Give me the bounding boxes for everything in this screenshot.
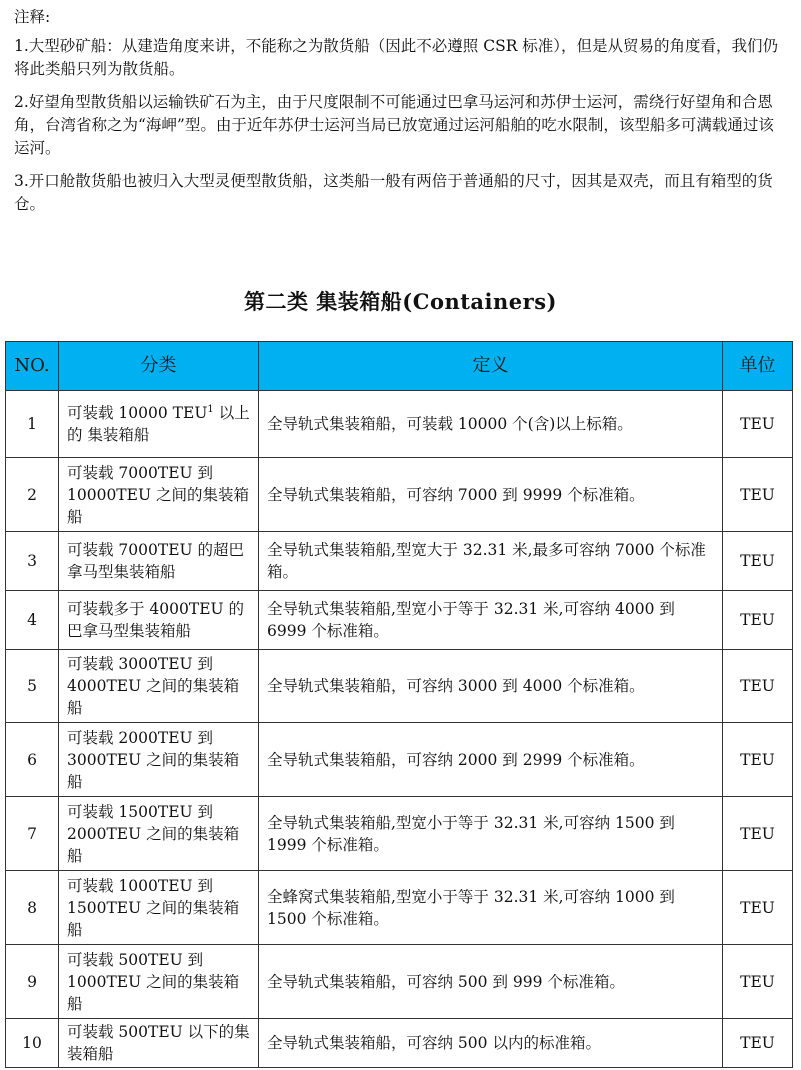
table-row bbox=[6, 391, 793, 458]
row-definition: 全导轨式集装箱船，可容纳 3000 到 4000 个标准箱。 bbox=[259, 650, 723, 723]
row-category bbox=[59, 391, 259, 458]
row-definition: 全导轨式集装箱船，可容纳 500 到 999 个标准箱。 bbox=[259, 945, 723, 1019]
table-row bbox=[6, 458, 793, 532]
row-definition: 全导轨式集装箱船,型宽小于等于 32.31 米,可容纳 4000 到 6999 个标准箱。 bbox=[259, 591, 723, 650]
table-row bbox=[6, 650, 793, 723]
row-no: 10 bbox=[6, 1019, 59, 1068]
row-definition: 全导轨式集装箱船，可容纳 2000 到 2999 个标准箱。 bbox=[259, 723, 723, 797]
note-item-2: 2.好望角型散货船以运输铁矿石为主，由于尺度限制不可能通过巴拿马运河和苏伊士运河，需绕行好望角和合恩角，台湾省称之为“海岬”型。由于近年苏伊士运河当局已放宽通过运河船舶的吃水限制，该型船多可满载通过该运河。 bbox=[14, 93, 774, 157]
table-header-row bbox=[6, 342, 793, 391]
row-no: 1 bbox=[6, 391, 59, 458]
row-no: 2 bbox=[6, 458, 59, 532]
row-category: 可装载 7000TEU 的超巴拿马型集装箱船 bbox=[59, 532, 259, 591]
row-definition: 全导轨式集装箱船，可容纳 7000 到 9999 个标准箱。 bbox=[259, 458, 723, 532]
footnote-marker: 1 bbox=[207, 403, 214, 415]
row-no: 4 bbox=[6, 591, 59, 650]
table-row bbox=[6, 945, 793, 1019]
row-unit: TEU bbox=[723, 458, 793, 532]
row-no: 6 bbox=[6, 723, 59, 797]
table-row bbox=[6, 591, 793, 650]
row-unit: TEU bbox=[723, 797, 793, 871]
row-category: 可装载 500TEU 到 1000TEU 之间的集装箱船 bbox=[59, 945, 259, 1019]
header-category: 分类 bbox=[59, 342, 259, 391]
row-category: 可装载多于 4000TEU 的巴拿马型集装箱船 bbox=[59, 591, 259, 650]
row-category: 可装载 500TEU 以下的集装箱船 bbox=[59, 1019, 259, 1068]
table-row bbox=[6, 797, 793, 871]
row-unit: TEU bbox=[723, 532, 793, 591]
row-unit: TEU bbox=[723, 871, 793, 945]
table-row bbox=[6, 532, 793, 591]
table-row bbox=[6, 1019, 793, 1068]
row-unit: TEU bbox=[723, 1019, 793, 1068]
row-category: 可装载 2000TEU 到 3000TEU 之间的集装箱船 bbox=[59, 723, 259, 797]
category-text: 可装载 10000 TEU bbox=[67, 404, 208, 422]
table-row bbox=[6, 723, 793, 797]
row-definition: 全导轨式集装箱船,型宽大于 32.31 米,最多可容纳 7000 个标准箱。 bbox=[259, 532, 723, 591]
row-category: 可装载 1000TEU 到 1500TEU 之间的集装箱船 bbox=[59, 871, 259, 945]
header-no: NO. bbox=[6, 342, 59, 391]
note-item-1: 1.大型砂矿船：从建造角度来讲，不能称之为散货船（因此不必遵照 CSR 标准），但是从贸易的角度看，我们仍将此类船只列为散货船。 bbox=[14, 37, 779, 78]
row-category: 可装载 7000TEU 到 10000TEU 之间的集装箱船 bbox=[59, 458, 259, 532]
row-unit: TEU bbox=[723, 650, 793, 723]
row-unit: TEU bbox=[723, 591, 793, 650]
row-unit: TEU bbox=[723, 945, 793, 1019]
row-definition: 全蜂窝式集装箱船,型宽小于等于 32.31 米,可容纳 1000 到 1500 个标准箱。 bbox=[259, 871, 723, 945]
table-row bbox=[6, 871, 793, 945]
row-category: 可装载 3000TEU 到 4000TEU 之间的集装箱船 bbox=[59, 650, 259, 723]
row-no: 9 bbox=[6, 945, 59, 1019]
row-definition: 全导轨式集装箱船，可装载 10000 个(含)以上标箱。 bbox=[259, 391, 723, 458]
row-unit: TEU bbox=[723, 391, 793, 458]
row-no: 5 bbox=[6, 650, 59, 723]
row-no: 3 bbox=[6, 532, 59, 591]
notes-section bbox=[14, 6, 789, 226]
row-definition: 全导轨式集装箱船，可容纳 500 以内的标准箱。 bbox=[259, 1019, 723, 1068]
section-title: 第二类 集装箱船(Containers) bbox=[244, 289, 557, 314]
notes-heading: 注释: bbox=[14, 8, 51, 26]
category-text-rest: 以上的 集装箱船 bbox=[67, 404, 250, 444]
row-no: 7 bbox=[6, 797, 59, 871]
note-item-3: 3.开口舱散货船也被归入大型灵便型散货船，这类船一般有两倍于普通船的尺寸，因其是双壳，而且有箱型的货仓。 bbox=[14, 172, 773, 213]
containers-table bbox=[5, 341, 793, 1068]
row-no: 8 bbox=[6, 871, 59, 945]
header-unit: 单位 bbox=[723, 342, 793, 391]
row-unit: TEU bbox=[723, 723, 793, 797]
row-definition: 全导轨式集装箱船,型宽小于等于 32.31 米,可容纳 1500 到 1999 个标准箱。 bbox=[259, 797, 723, 871]
row-category: 可装载 1500TEU 到 2000TEU 之间的集装箱船 bbox=[59, 797, 259, 871]
header-definition: 定义 bbox=[259, 342, 723, 391]
